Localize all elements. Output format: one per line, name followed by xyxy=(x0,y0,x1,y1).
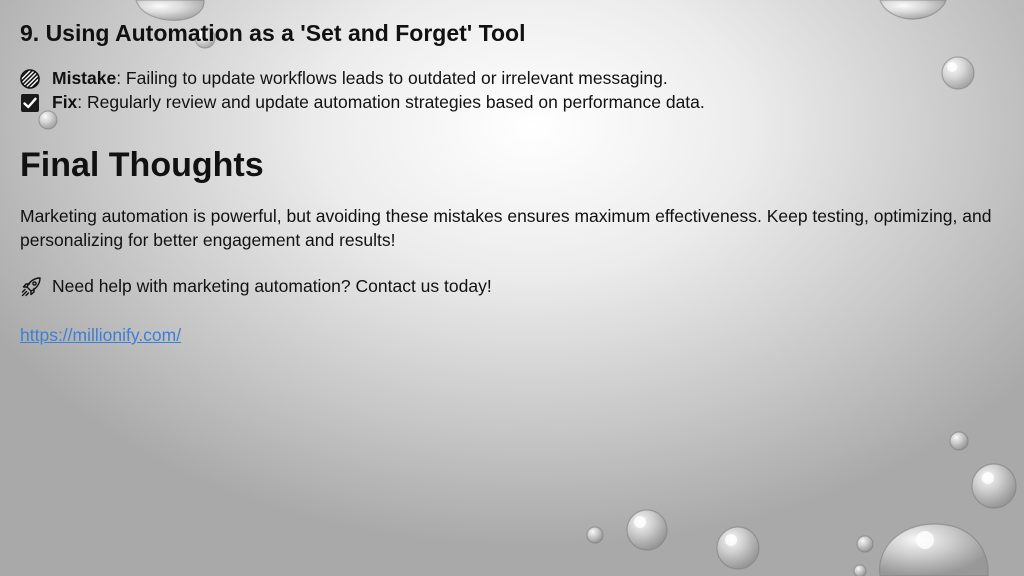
fix-line xyxy=(20,92,705,113)
droplet xyxy=(39,111,57,129)
no-entry-icon xyxy=(20,69,42,89)
droplet xyxy=(857,536,873,552)
rocket-icon xyxy=(20,277,42,297)
droplet xyxy=(854,565,866,576)
droplet xyxy=(972,464,1016,508)
cta-line xyxy=(20,276,492,297)
droplet xyxy=(136,0,204,20)
fix-text: : Regularly review and update automation strategies based on performance data. xyxy=(77,92,705,112)
droplet xyxy=(880,524,989,576)
cta-text: Need help with marketing automation? Contact us today! xyxy=(52,276,492,296)
droplet xyxy=(942,57,974,89)
check-box-icon xyxy=(20,93,42,113)
final-thoughts-paragraph: Marketing automation is powerful, but avoiding these mistakes ensures maximum effectiveness. Keep testing, optimizing, and personalizing for better engagement and results! xyxy=(20,206,992,250)
droplet xyxy=(717,527,759,569)
droplet xyxy=(587,527,603,543)
website-link[interactable]: https://millionify.com/ xyxy=(20,325,182,345)
final-thoughts-title: Final Thoughts xyxy=(20,146,264,184)
section-heading: 9. Using Automation as a 'Set and Forget' Tool xyxy=(20,20,526,46)
droplet xyxy=(880,0,946,19)
mistake-line xyxy=(20,68,668,89)
mistake-text: : Failing to update workflows leads to outdated or irrelevant messaging. xyxy=(116,68,668,88)
droplet xyxy=(627,510,667,550)
mistake-label: Mistake xyxy=(52,68,117,88)
fix-label: Fix xyxy=(52,92,78,112)
droplet xyxy=(950,432,968,450)
